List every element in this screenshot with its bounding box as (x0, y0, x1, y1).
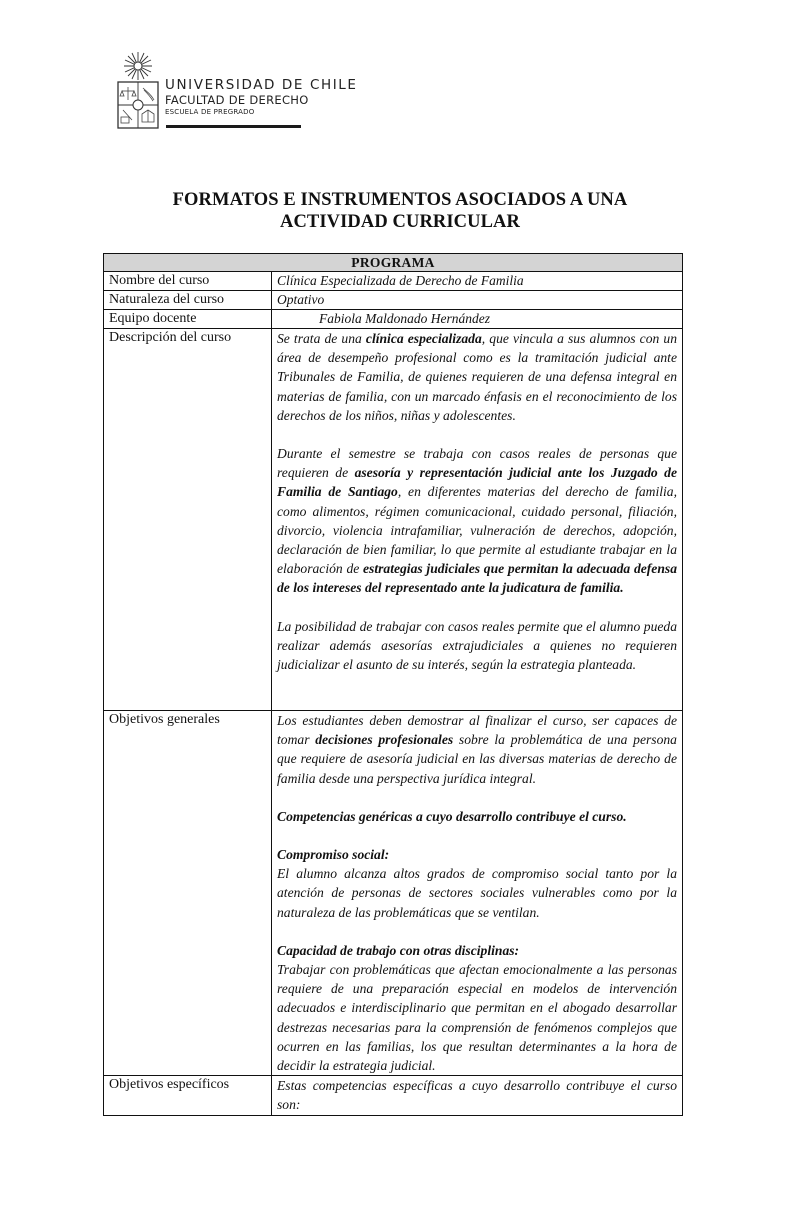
table-row-specific-objectives (104, 1076, 683, 1115)
text-run: sobre la problemática de una persona que requiere de asesoría judicial en las diversas materias de derecho de familia desde una perspectiva jurídica integral. (277, 732, 677, 786)
university-crest-icon (113, 50, 163, 132)
teaching-team-value: Fabiola Maldonado Hernández (319, 311, 490, 326)
general-objectives-label: Objetivos generales (104, 711, 272, 1076)
competencies-heading: Competencias genéricas a cuyo desarrollo contribuye el curso. (277, 808, 627, 824)
course-nature-label: Naturaleza del curso (104, 291, 272, 310)
document-title-line-1: FORMATOS E INSTRUMENTOS ASOCIADOS A UNA (172, 190, 628, 210)
emphasis-text: asesoría y representación judicial ante los Juzgado de Familia de Santiago (277, 465, 677, 500)
program-header: PROGRAMA (104, 254, 683, 272)
teaching-team-label: Equipo docente (104, 310, 272, 329)
document-title (100, 189, 700, 233)
specific-objectives-label: Objetivos específicos (104, 1076, 272, 1115)
interdisciplinary-heading: Capacidad de trabajo con otras disciplinas: (277, 942, 520, 958)
text-run: , en diferentes materias del derecho de familia, como alimentos, régimen comunicacional, cuidado personal, filiación, divorcio, violencia intrafamiliar, vulneración de derechos, adopción, declaración de bien familiar, lo que permite al estudiante trabajar en la elaboración de (277, 484, 677, 577)
description-paragraph-2 (277, 444, 677, 598)
university-logo (113, 50, 358, 132)
faculty-name: FACULTAD DE DERECHO (165, 93, 309, 107)
text-run: Durante el semestre se trabaja con casos reales de personas que requieren de (277, 446, 677, 481)
table-row-course-name (104, 272, 683, 291)
table-row-description (104, 329, 683, 711)
general-objectives-value (272, 711, 683, 1076)
text-run: Se trata de una (277, 331, 366, 346)
logo-text (165, 77, 358, 118)
course-nature-value: Optativo (272, 291, 683, 310)
program-table (103, 253, 683, 1116)
table-row-teaching-team (104, 310, 683, 329)
emphasis-text: estrategias judiciales que permitan la adecuada defensa de los intereses del representado ante la judicatura de familia. (277, 561, 677, 596)
interdisciplinary-text: Trabajar con problemáticas que afectan emocionalmente a las personas requiere de una preparación especial en modelos de intervención adecuados e interdisciplinario que permitan en el abogado desarrollar destrezas necesarias para la comprensión de fenómenos complejos que ocurren en las familias, los que resultan determinantes a la hora de decidir la estrategia judicial. (277, 962, 677, 1074)
text-run: Los estudiantes deben demostrar al finalizar el curso, ser capaces de tomar (277, 713, 677, 748)
text-run: , que vincula a sus alumnos con un área de desempeño profesional como es la tramitación judicial ante Tribunales de Familia, de quienes requieren de una defensa integral en materias de familia, con un marcado énfasis en el reconocimiento de los derechos de los niños, niñas y adolescentes. (277, 331, 677, 423)
emphasis-text: decisiones profesionales (315, 732, 454, 748)
general-objectives-paragraph (277, 711, 677, 788)
social-commitment-text: El alumno alcanza altos grados de compromiso social tanto por la atención de personas de sectores sociales vulnerables como por la naturaleza de las problemáticas que se ventilan. (277, 866, 677, 920)
description-paragraph-1 (277, 329, 677, 425)
description-paragraph-3: La posibilidad de trabajar con casos reales permite que el alumno pueda realizar además asesorías extrajudiciales a quienes no requieren judicializar el asunto de su interés, según la estrategia planteada. (277, 618, 677, 673)
emphasis-text: clínica especializada (365, 331, 482, 346)
school-name: ESCUELA DE PREGRADO (165, 108, 255, 116)
teaching-team-value-cell (272, 310, 683, 329)
program-header-row (104, 254, 683, 272)
specific-objectives-text: Estas competencias específicas a cuyo desarrollo contribuye el curso son: (277, 1078, 677, 1113)
course-name-value: Clínica Especializada de Derecho de Familia (272, 272, 683, 291)
logo-divider (166, 125, 301, 128)
course-name-label: Nombre del curso (104, 272, 272, 291)
social-commitment-heading: Compromiso social: (277, 847, 390, 863)
document-title-line-2: ACTIVIDAD CURRICULAR (280, 212, 520, 232)
table-row-general-objectives (104, 711, 683, 1076)
specific-objectives-value (272, 1076, 683, 1115)
description-value (272, 329, 683, 711)
university-name: UNIVERSIDAD DE CHILE (165, 77, 358, 93)
table-row-course-nature (104, 291, 683, 310)
description-label: Descripción del curso (104, 329, 272, 711)
